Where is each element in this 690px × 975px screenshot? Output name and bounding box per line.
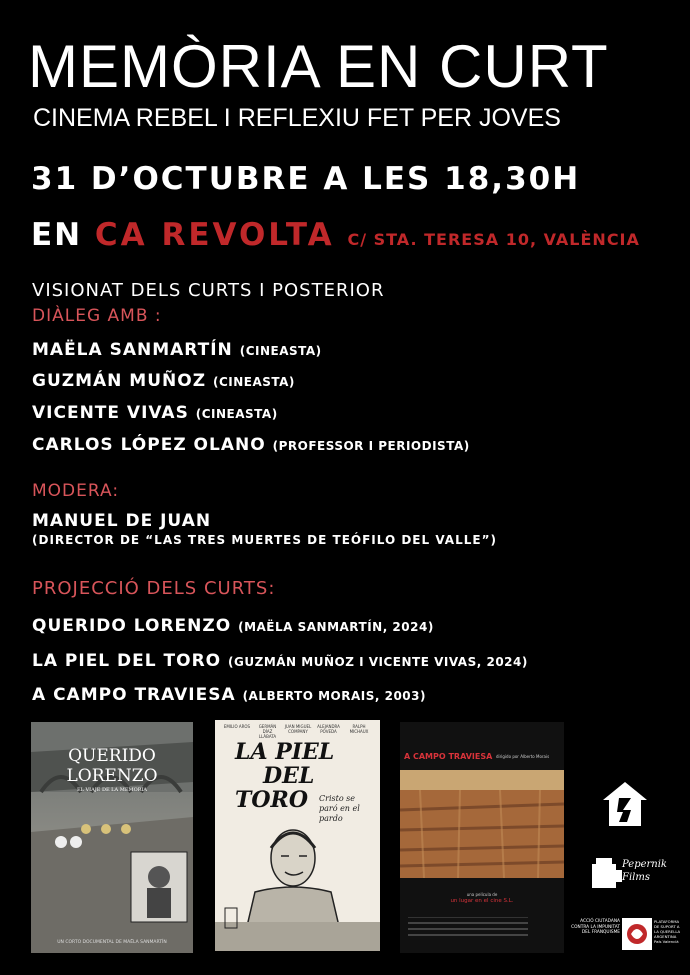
- film-camera-icon: [590, 854, 624, 894]
- guest-item: [32, 434, 470, 457]
- poster-man-drawing: [215, 812, 380, 951]
- poster-quote: Cristo se paró en el pardo: [319, 794, 360, 823]
- film-title: QUERIDO LORENZO: [32, 616, 232, 636]
- poster-field-photo: [400, 770, 564, 878]
- film-item: [32, 615, 434, 638]
- poster-credit-block: [408, 917, 528, 948]
- poster-a-campo-traviesa: [400, 722, 564, 953]
- poster-company: un lugar en el cine S.L.: [450, 898, 514, 904]
- film-item: [32, 650, 528, 673]
- poster-title: A CAMPO TRAVIESA: [404, 752, 493, 761]
- dialog-heading: DIÀLEG AMB :: [32, 306, 162, 326]
- moderator-name: MANUEL DE JUAN: [32, 511, 212, 531]
- poster-la-piel-del-toro: [215, 720, 380, 951]
- guest-item: [32, 402, 278, 425]
- film-credit: (MAËLA SANMARTÍN, 2024): [238, 620, 434, 634]
- moderator-heading: MODERA:: [32, 481, 120, 501]
- event-title: MEMÒRIA EN CURT: [28, 33, 609, 100]
- film-item: [32, 684, 426, 707]
- guest-role: (CINEASTA): [239, 344, 322, 358]
- poster-title-line: TORO: [235, 787, 308, 813]
- poster-footer: UN CORTO DOCUMENTAL DE MAËLA SANMARTÍN: [57, 940, 167, 945]
- film-title: LA PIEL DEL TORO: [32, 651, 222, 671]
- poster-tagline: EL VIAJE DE LA MEMORIA: [76, 787, 148, 793]
- poster-title-line: DEL: [263, 763, 315, 789]
- pepernik-films-logo: [590, 852, 672, 898]
- intro-text: VISIONAT DELS CURTS I POSTERIOR: [32, 280, 385, 301]
- moderator-role: (DIRECTOR DE “LAS TRES MUERTES DE TEÓFILO DEL VALLE”): [32, 533, 497, 547]
- guest-role: (CINEASTA): [212, 375, 295, 389]
- venue-address: C/ STA. TERESA 10, VALÈNCIA: [347, 230, 640, 249]
- poster-credits: EMILIO AROS GERMÁN DÍAZ LLÁBATA JUAN MIGUEL COMPANY ALEJANDRA POVEDA RALPH MICHAUX: [223, 724, 369, 739]
- guest-role: (CINEASTA): [195, 407, 278, 421]
- event-date: 31 D’OCTUBRE A LES 18,30H: [31, 161, 581, 197]
- event-venue: [31, 215, 640, 260]
- accio-ciutadana-logo: [570, 918, 682, 952]
- guest-role: (PROFESSOR I PERIODISTA): [272, 439, 470, 453]
- accio-left-text: ACCIÓ CIUTADANA CONTRA LA IMPUNITAT DEL FRANQUISME: [571, 919, 620, 936]
- guest-name: CARLOS LÓPEZ OLANO: [32, 435, 266, 455]
- poster-director: dirigido por Alberto Morais: [496, 754, 550, 759]
- film-credit: (GUZMÁN MUÑOZ I VICENTE VIVAS, 2024): [228, 655, 528, 669]
- poster-title-line: LA PIEL: [235, 739, 335, 765]
- guest-item: [32, 339, 322, 362]
- venue-name: CA REVOLTA: [94, 217, 335, 253]
- poster-presents: una película de: [466, 892, 498, 897]
- ca-revolta-logo-icon: [601, 780, 649, 828]
- guest-name: MAËLA SANMARTÍN: [32, 340, 233, 360]
- guest-name: VICENTE VIVAS: [32, 403, 189, 423]
- guest-name: GUZMÁN MUÑOZ: [32, 371, 207, 391]
- poster-title-line: QUERIDO: [68, 746, 156, 766]
- poster-title-line: LORENZO: [66, 766, 158, 786]
- venue-prefix: EN: [31, 217, 83, 253]
- film-title: A CAMPO TRAVIESA: [32, 685, 236, 705]
- guest-item: [32, 370, 295, 393]
- querella-emblem-icon: [622, 918, 652, 950]
- accio-right-text: PLATAFORMA DE SUPORT A LA QUERELLA ARGENTINA País Valencià: [654, 919, 681, 944]
- poster-querido-lorenzo: [31, 722, 193, 953]
- screenings-heading: PROJECCIÓ DELS CURTS:: [32, 578, 276, 599]
- event-subtitle: CINEMA REBEL I REFLEXIU FET PER JOVES: [33, 104, 561, 132]
- film-credit: (ALBERTO MORAIS, 2003): [242, 689, 426, 703]
- pepernik-text: Pepernik Films: [622, 859, 667, 883]
